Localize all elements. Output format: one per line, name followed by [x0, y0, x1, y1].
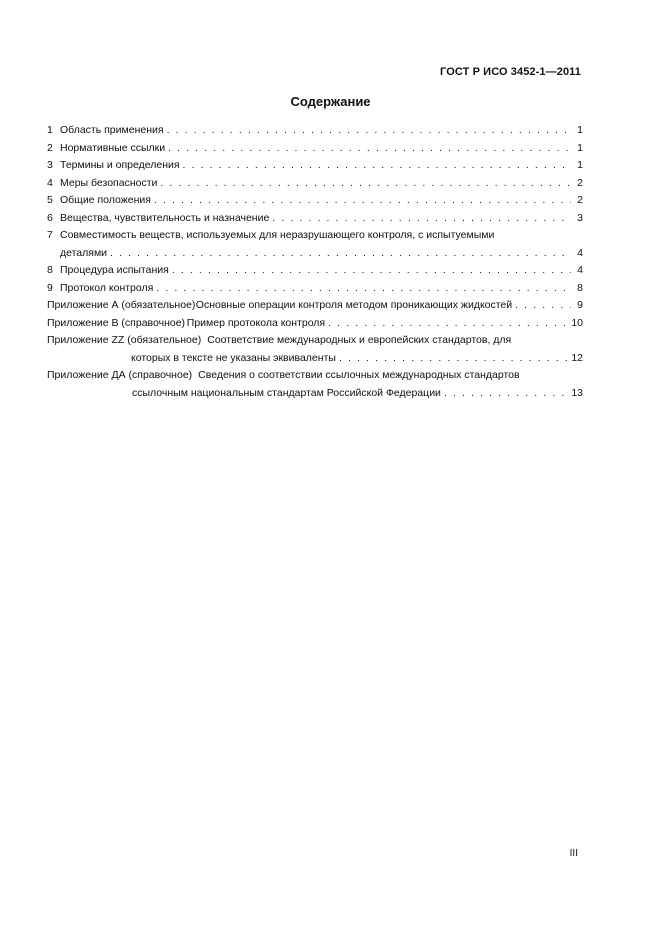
- dot-leader: [339, 350, 567, 368]
- toc-entry-7[interactable]: [47, 227, 583, 262]
- toc-entry-number: 3: [47, 159, 53, 171]
- toc-entry-5[interactable]: [47, 192, 583, 210]
- toc-entry-label: Термины и определения: [60, 159, 180, 171]
- toc-entry-number: 8: [47, 264, 53, 276]
- dot-leader: [328, 315, 567, 333]
- toc-entry-label: Область применения: [60, 124, 164, 136]
- appendix-title-line1: Сведения о соответствии ссылочных международных стандартов: [198, 369, 520, 381]
- toc-entry-page: 8: [577, 281, 583, 294]
- toc-entry-number: 4: [47, 176, 53, 189]
- toc-entry-page: 13: [571, 386, 583, 399]
- page-folio: III: [569, 848, 578, 859]
- toc-entry-1[interactable]: [47, 122, 583, 140]
- dot-leader: [172, 262, 571, 280]
- toc-entry-label-line2: деталями: [60, 246, 108, 259]
- toc-appendix-da[interactable]: [47, 367, 583, 402]
- dot-leader: [167, 122, 571, 140]
- toc-entry-page: 3: [577, 211, 583, 224]
- toc-entry-number: 5: [47, 194, 53, 206]
- toc-entry-label: Меры безопасности: [60, 176, 158, 189]
- toc-entry-label: Общие положения: [60, 194, 151, 206]
- toc-entry-6[interactable]: [47, 210, 583, 228]
- dot-leader: [154, 192, 571, 210]
- toc-entry-number: 7: [47, 229, 53, 241]
- toc-entry-number: 6: [47, 211, 53, 224]
- toc-entry-label: Вещества, чувствительность и назначение: [60, 211, 270, 224]
- appendix-designation: Приложение ZZ (обязательное): [47, 334, 202, 346]
- toc-entry-3[interactable]: [47, 157, 583, 175]
- dot-leader: [168, 140, 571, 158]
- dot-leader: [110, 245, 571, 263]
- toc-entry-2[interactable]: [47, 140, 583, 158]
- toc-appendix-zz[interactable]: [47, 332, 583, 367]
- appendix-designation: Приложение ДА (справочное): [47, 369, 193, 381]
- dot-leader: [156, 280, 571, 298]
- toc-entry-page: 4: [577, 246, 583, 259]
- toc-entry-page: 4: [577, 264, 583, 276]
- toc-entry-page: 1: [577, 124, 583, 136]
- dot-leader: [444, 385, 567, 403]
- standard-code: ГОСТ Р ИСО 3452-1—2011: [440, 66, 581, 78]
- toc-entry-label-line1: Совместимость веществ, используемых для неразрушающего контроля, с испытуемыми: [60, 229, 495, 241]
- toc-entry-page: 12: [571, 351, 583, 364]
- toc-entry-number: 2: [47, 141, 53, 154]
- toc-entry-label: Протокол контроля: [60, 281, 154, 294]
- dot-leader: [515, 297, 571, 315]
- toc-entry-number: 1: [47, 124, 53, 136]
- toc-entry-page: 1: [577, 159, 583, 171]
- toc-entry-page: 2: [577, 176, 583, 189]
- toc-entry-page: 9: [577, 299, 583, 311]
- appendix-designation: Приложение А (обязательное): [47, 299, 196, 311]
- toc-entry-page: 10: [571, 316, 583, 329]
- toc-entry-4[interactable]: [47, 175, 583, 193]
- toc-appendix-a[interactable]: [47, 297, 583, 315]
- toc-entry-8[interactable]: [47, 262, 583, 280]
- appendix-title: Основные операции контроля методом проникающих жидкостей: [195, 299, 513, 311]
- toc-entry-number: 9: [47, 281, 53, 294]
- appendix-designation: Приложение В (справочное): [47, 316, 186, 329]
- toc-entry-label: Процедура испытания: [60, 264, 169, 276]
- toc-title: Содержание: [290, 94, 371, 109]
- toc-appendix-b[interactable]: [47, 315, 583, 333]
- appendix-title: Пример протокола контроля: [186, 316, 326, 329]
- appendix-title-line2: ссылочным национальным стандартам Российской Федерации: [132, 386, 441, 399]
- toc-entry-page: 1: [577, 141, 583, 154]
- appendix-title-line1: Соответствие международных и европейских стандартов, для: [207, 334, 512, 346]
- toc-entry-label: Нормативные ссылки: [60, 141, 166, 154]
- toc-entry-page: 2: [577, 194, 583, 206]
- dot-leader: [160, 175, 571, 193]
- appendix-title-line2: которых в тексте не указаны эквиваленты: [131, 351, 336, 364]
- dot-leader: [183, 157, 571, 175]
- table-of-contents: [47, 122, 583, 402]
- dot-leader: [272, 210, 571, 228]
- toc-entry-9[interactable]: [47, 280, 583, 298]
